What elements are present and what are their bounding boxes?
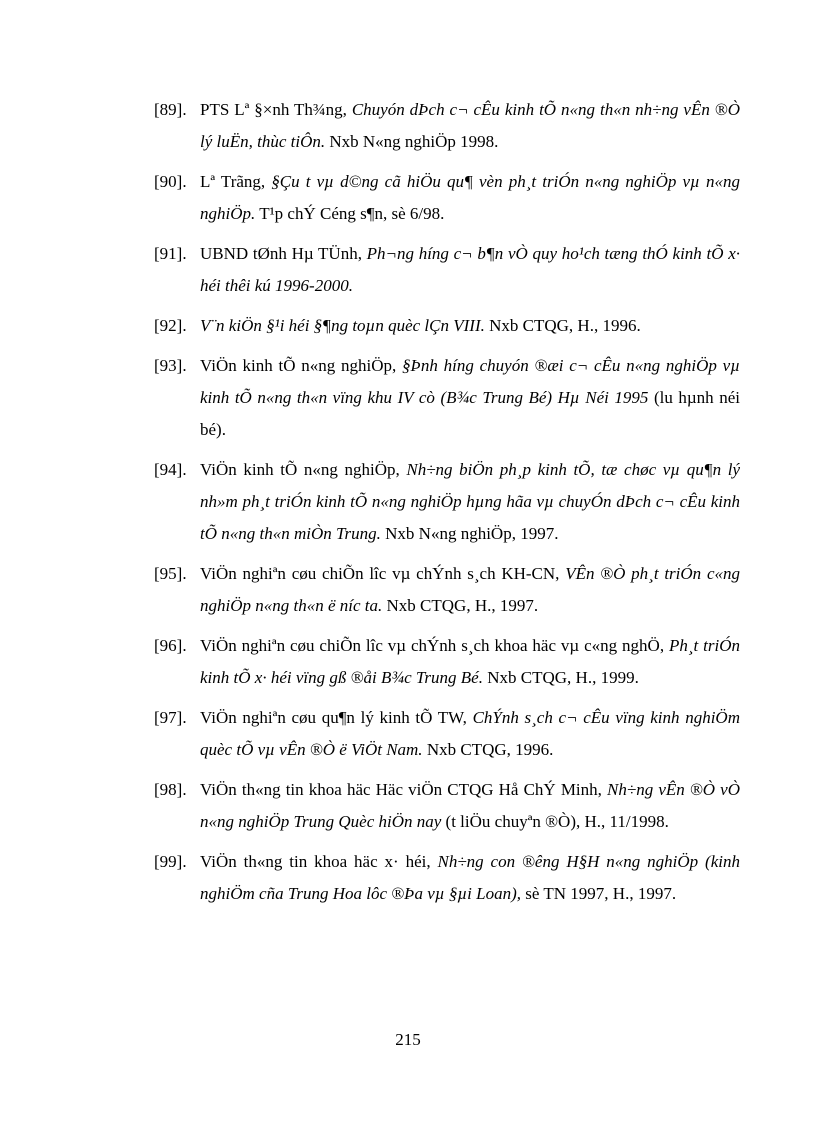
reference-author: ViÖn nghiªn cøu chiÕn lîc vµ chÝnh s¸ch KH-CN, <box>200 564 566 583</box>
reference-number: [92]. <box>154 316 187 335</box>
reference-item <box>154 166 740 230</box>
reference-publisher: Nxb N«ng nghiÖp 1998. <box>325 132 499 151</box>
reference-publisher: Nxb CTQG, H., 1996. <box>484 316 641 335</box>
reference-title: Nh÷ng vÊn ®Ò vÒ n«ng nghiÖp Trung Quèc hiÖn nay <box>200 780 740 831</box>
reference-text <box>200 774 740 838</box>
reference-title: VÊn ®Ò ph¸t triÓn c«ng nghiÖp n«ng th«n ë níc ta. <box>200 564 740 615</box>
reference-text <box>200 94 740 158</box>
reference-publisher: sè TN 1997, H., 1997. <box>521 884 677 903</box>
reference-number: [89]. <box>154 100 187 119</box>
reference-item <box>154 350 740 446</box>
reference-author: ViÖn th«ng tin khoa häc x· héi, <box>200 852 438 871</box>
reference-text <box>200 350 740 446</box>
reference-number: [97]. <box>154 708 187 727</box>
reference-number: [96]. <box>154 636 187 655</box>
reference-publisher: (lu hµnh néi bé). <box>200 388 740 439</box>
reference-item <box>154 454 740 550</box>
reference-number: [93]. <box>154 356 187 375</box>
reference-list <box>154 94 740 918</box>
reference-item <box>154 774 740 838</box>
reference-publisher: Nxb CTQG, H., 1997. <box>382 596 539 615</box>
reference-author: ViÖn th«ng tin khoa häc Häc viÖn CTQG Hå ChÝ Minh, <box>200 780 608 799</box>
reference-number: [98]. <box>154 780 187 799</box>
reference-number: [91]. <box>154 244 187 263</box>
reference-text <box>200 238 740 302</box>
reference-text <box>200 454 740 550</box>
reference-author: ViÖn nghiªn cøu chiÕn lîc vµ chÝnh s¸ch khoa häc vµ c«ng nghÖ, <box>200 636 669 655</box>
reference-title: §Þnh híng chuyón ®æi c¬ cÊu n«ng nghiÖp vµ kinh tÕ n«ng th«n vïng khu IV cò (B¾c Trung Bé) Hµ Néi 1995 <box>200 356 740 407</box>
reference-text <box>200 630 740 694</box>
reference-title: Nh÷ng con ®êng H§H n«ng nghiÖp (kinh nghiÖm cña Trung Hoa lôc ®Þa vµ §µi Loan), <box>200 852 740 903</box>
reference-number: [90]. <box>154 172 187 191</box>
reference-title: Chuyón dÞch c¬ cÊu kinh tÕ n«ng th«n nh÷ng vÊn ®Ò lý luËn, thùc tiÔn. <box>200 100 740 151</box>
reference-text <box>200 846 740 910</box>
reference-text <box>200 558 740 622</box>
reference-publisher: Nxb CTQG, 1996. <box>422 740 554 759</box>
reference-item <box>154 310 740 342</box>
reference-item <box>154 702 740 766</box>
reference-author: ViÖn nghiªn cøu qu¶n lý kinh tÕ TW, <box>200 708 473 727</box>
reference-author: ViÖn kinh tÕ n«ng nghiÖp, <box>200 460 407 479</box>
reference-number: [95]. <box>154 564 187 583</box>
reference-item <box>154 94 740 158</box>
reference-title: Nh÷ng biÖn ph¸p kinh tÕ, tæ chøc vµ qu¶n lý nh»m ph¸t triÓn kinh tÕ n«ng nghiÖp hµng hãa vµ chuyÓn dÞch c¬ cÊu kinh tÕ n«ng th«n miÒn Trung. <box>200 460 740 543</box>
reference-text <box>200 702 740 766</box>
reference-title: ChÝnh s¸ch c¬ cÊu vïng kinh nghiÖm quèc tÕ vµ vÊn ®Ò ë ViÖt Nam. <box>200 708 740 759</box>
reference-title: Ph¸t triÓn kinh tÕ x· héi vïng gß ®åi B¾c Trung Bé. <box>200 636 740 687</box>
reference-title: V¨n kiÖn §¹i héi §¶ng toµn quèc lÇn VIII. <box>200 316 485 335</box>
reference-title: Ph¬ng híng c¬ b¶n vÒ quy ho¹ch tæng thÓ kinh tÕ x· héi thêi kú 1996-2000. <box>200 244 740 295</box>
reference-publisher: T¹p chÝ Céng s¶n, sè 6/98. <box>255 204 445 223</box>
reference-author: PTS Lª §×nh Th¾ng, <box>200 100 352 119</box>
reference-item <box>154 238 740 302</box>
reference-publisher: Nxb CTQG, H., 1999. <box>482 668 639 687</box>
reference-author: Lª Trãng, <box>200 172 272 191</box>
reference-number: [99]. <box>154 852 187 871</box>
reference-author: ViÖn kinh tÕ n«ng nghiÖp, <box>200 356 402 375</box>
reference-author: UBND tØnh Hµ TÜnh, <box>200 244 367 263</box>
page-number: 215 <box>395 1030 421 1049</box>
reference-item <box>154 558 740 622</box>
reference-publisher: Nxb N«ng nghiÖp, 1997. <box>380 524 559 543</box>
reference-number: [94]. <box>154 460 187 479</box>
reference-publisher: (t liÖu chuyªn ®Ò), H., 11/1998. <box>441 812 669 831</box>
reference-item <box>154 630 740 694</box>
reference-text <box>200 166 740 230</box>
reference-text <box>200 310 740 342</box>
reference-title: §Çu t vµ d©ng cã hiÖu qu¶ vèn ph¸t triÓn n«ng nghiÖp vµ n«ng nghiÖp. <box>200 172 740 223</box>
reference-item <box>154 846 740 910</box>
